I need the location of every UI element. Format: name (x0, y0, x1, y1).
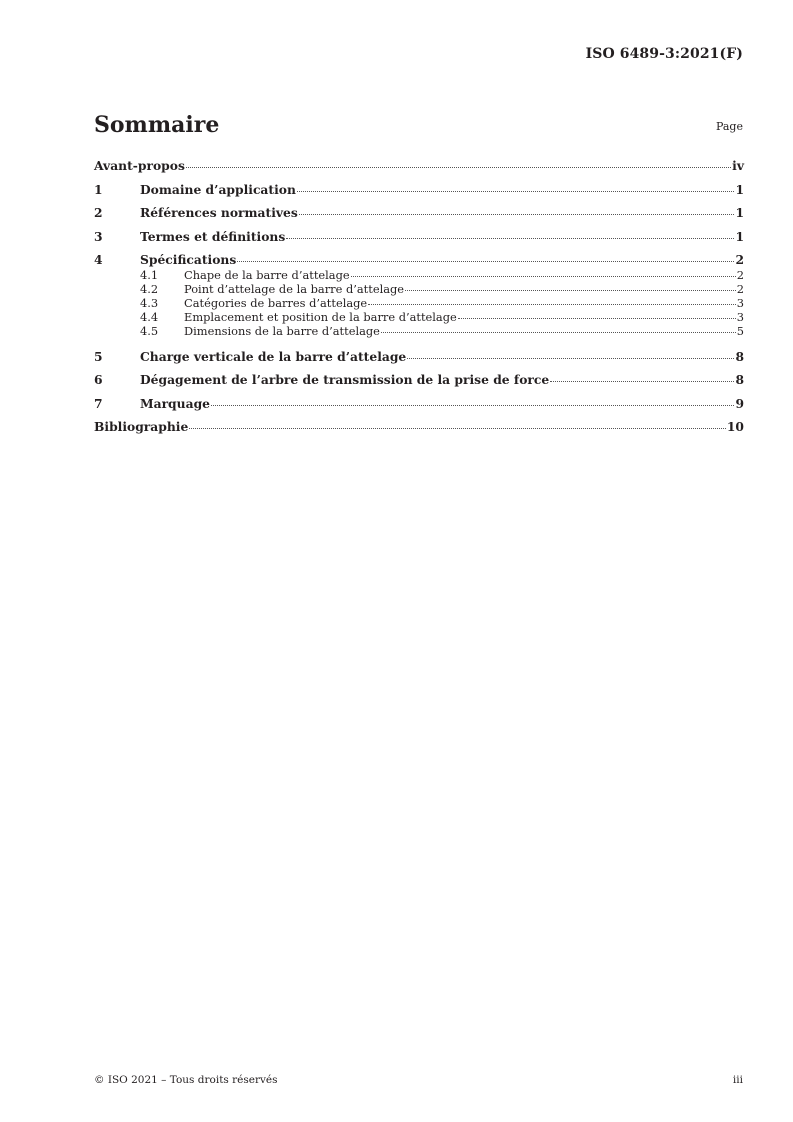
dot-leader (237, 261, 734, 262)
table-of-contents (94, 154, 744, 439)
page-number: iii (732, 1074, 743, 1086)
toc-title: Sommaire (94, 112, 220, 138)
toc-entry-4-5[interactable] (94, 324, 744, 338)
dot-leader (458, 318, 736, 319)
toc-entry-number: 4.4 (140, 309, 159, 324)
toc-entry-1[interactable] (94, 178, 744, 202)
toc-entry-number: 5 (94, 348, 103, 364)
dot-leader (189, 428, 726, 429)
toc-entry-page: 1 (735, 228, 744, 244)
toc-entry-number: 4.3 (140, 295, 159, 310)
toc-entry-page: 2 (736, 281, 744, 296)
toc-entry-number: 2 (94, 205, 103, 220)
toc-entry-page: 1 (735, 205, 744, 220)
toc-entry-5[interactable] (94, 345, 744, 369)
toc-entry-foreword[interactable] (94, 154, 744, 178)
dot-leader (405, 290, 736, 291)
toc-entry-7[interactable] (94, 392, 744, 416)
dot-leader (299, 214, 735, 215)
toc-entry-4-1[interactable] (94, 268, 744, 282)
toc-entry-label: Termes et définitions (140, 228, 286, 244)
document-id: ISO 6489-3:2021(F) (585, 46, 743, 62)
dot-leader (211, 405, 734, 406)
toc-entry-page: iv (732, 158, 744, 173)
toc-entry-2[interactable] (94, 201, 744, 225)
toc-entry-number: 3 (94, 228, 103, 244)
toc-entry-page: 8 (735, 372, 744, 387)
toc-entry-label: Avant-propos (94, 158, 185, 173)
toc-entry-number: 4.1 (140, 267, 159, 282)
toc-entry-label: Dégagement de l’arbre de transmission de la prise de force (140, 372, 550, 387)
toc-entry-page: 9 (735, 395, 744, 411)
toc-entry-label: Charge verticale de la barre d’attelage (140, 348, 407, 364)
copyright-notice: © ISO 2021 – Tous droits réservés (94, 1074, 278, 1086)
page-column-label: Page (715, 120, 743, 133)
toc-entry-number: 4.5 (140, 323, 159, 338)
toc-entry-bibliography[interactable] (94, 415, 744, 439)
toc-entry-page: 8 (735, 348, 744, 364)
dot-leader (297, 191, 735, 192)
toc-entry-label: Références normatives (140, 205, 298, 220)
toc-entry-label: Spécifications (140, 252, 237, 267)
toc-entry-3[interactable] (94, 225, 744, 249)
toc-entry-label: Bibliographie (94, 419, 189, 434)
toc-entry-4-3[interactable] (94, 296, 744, 310)
toc-entry-label: Point d’attelage de la barre d’attelage (184, 281, 405, 296)
toc-entry-label: Emplacement et position de la barre d’attelage (184, 309, 457, 324)
toc-entry-number: 7 (94, 395, 103, 411)
toc-entry-label: Dimensions de la barre d’attelage (184, 323, 380, 338)
toc-entry-4-2[interactable] (94, 282, 744, 296)
dot-leader (368, 304, 736, 305)
toc-entry-number: 1 (94, 181, 103, 197)
dot-leader (381, 332, 736, 333)
toc-entry-page: 2 (735, 252, 744, 267)
toc-entry-page: 5 (736, 323, 744, 338)
toc-entry-label: Catégories de barres d’attelage (184, 295, 368, 310)
toc-entry-page: 3 (736, 295, 744, 310)
toc-entry-4-4[interactable] (94, 310, 744, 324)
dot-leader (351, 276, 736, 277)
dot-leader (186, 167, 731, 168)
toc-entry-page: 2 (736, 267, 744, 282)
toc-entry-page: 3 (736, 309, 744, 324)
toc-entry-label: Domaine d’application (140, 181, 296, 197)
dot-leader (550, 381, 734, 382)
dot-leader (407, 358, 734, 359)
toc-entry-page: 10 (726, 419, 744, 434)
toc-entry-page: 1 (735, 181, 744, 197)
toc-entry-number: 6 (94, 372, 103, 387)
toc-entry-number: 4 (94, 252, 103, 267)
toc-entry-label: Chape de la barre d’attelage (184, 267, 350, 282)
toc-entry-label: Marquage (140, 395, 210, 411)
toc-entry-6[interactable] (94, 368, 744, 392)
toc-entry-number: 4.2 (140, 281, 159, 296)
dot-leader (286, 238, 734, 239)
